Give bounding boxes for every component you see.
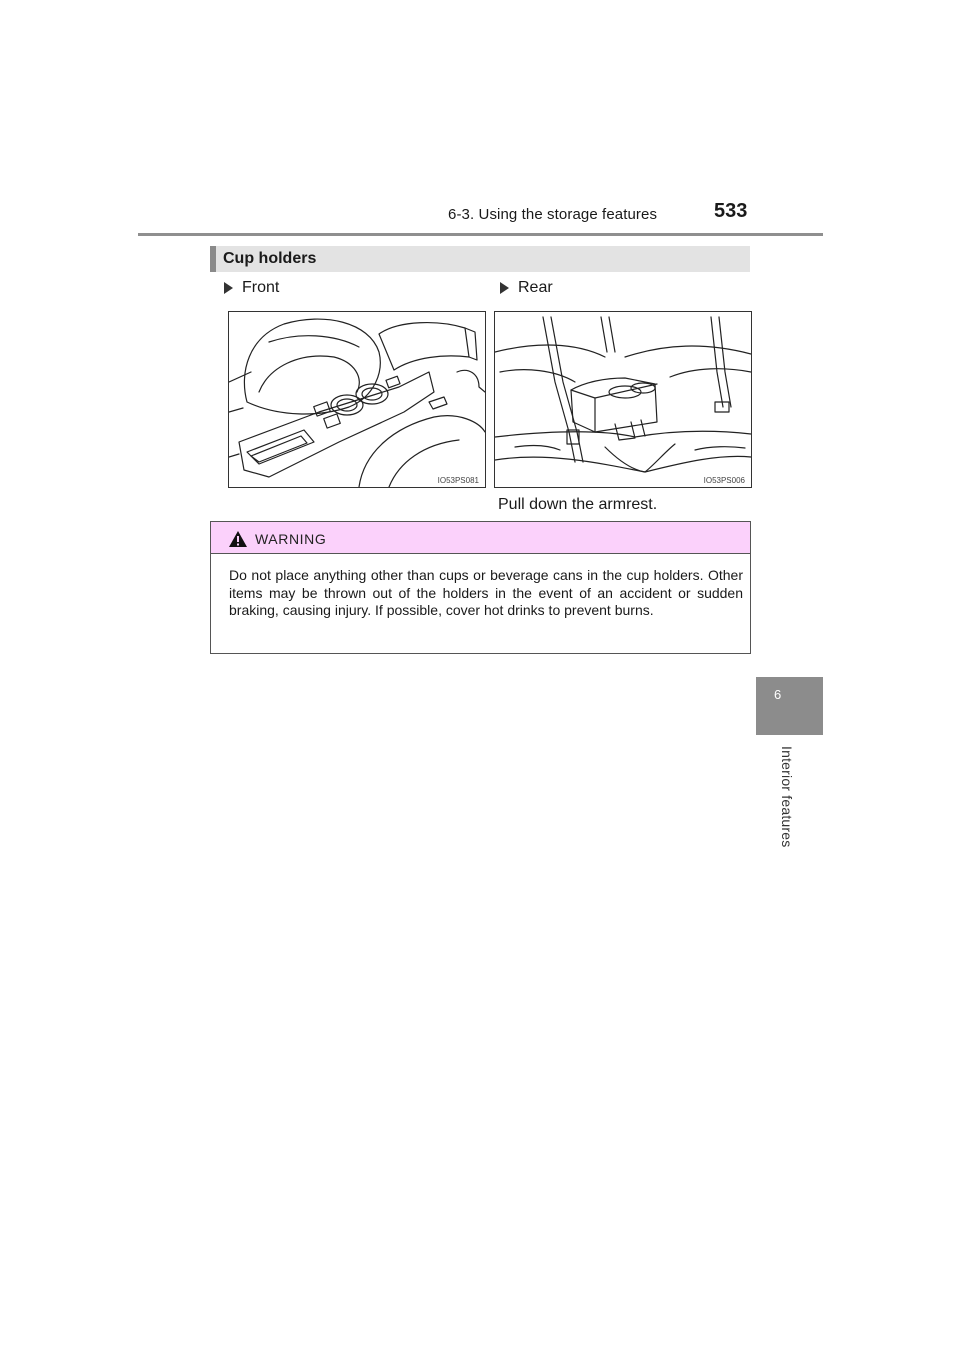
header-rule [138, 233, 823, 236]
section-title: Cup holders [223, 250, 317, 267]
rear-figure-code: IO53PS006 [703, 476, 745, 485]
warning-header [211, 522, 750, 554]
front-cup-holder-illustration [228, 311, 486, 488]
warning-text: Do not place anything other than cups or beverage cans in the cup holders. Other items may be thrown out of the holders in the event of an accident or sudden braking, causing injury. If possible, cover hot drinks to prevent burns. [229, 567, 743, 619]
triangle-bullet-icon [224, 282, 233, 294]
warning-box [210, 521, 751, 654]
front-label-text: Front [242, 279, 280, 296]
rear-caption: Pull down the armrest. [498, 496, 658, 513]
running-header-section: 6-3. Using the storage features [448, 206, 658, 223]
chapter-tab [756, 677, 823, 735]
warning-title: WARNING [255, 531, 327, 547]
chapter-number: 6 [774, 687, 782, 702]
page-number: 533 [714, 200, 748, 222]
front-figure-code: IO53PS081 [437, 476, 479, 485]
chapter-title: Interior features [779, 746, 795, 848]
rear-label [500, 279, 553, 297]
rear-label-text: Rear [518, 279, 553, 296]
front-label [224, 279, 279, 297]
rear-cup-holder-illustration [494, 311, 752, 488]
warning-triangle-icon [228, 530, 248, 548]
section-heading-accent [210, 246, 216, 272]
triangle-bullet-icon [500, 282, 509, 294]
